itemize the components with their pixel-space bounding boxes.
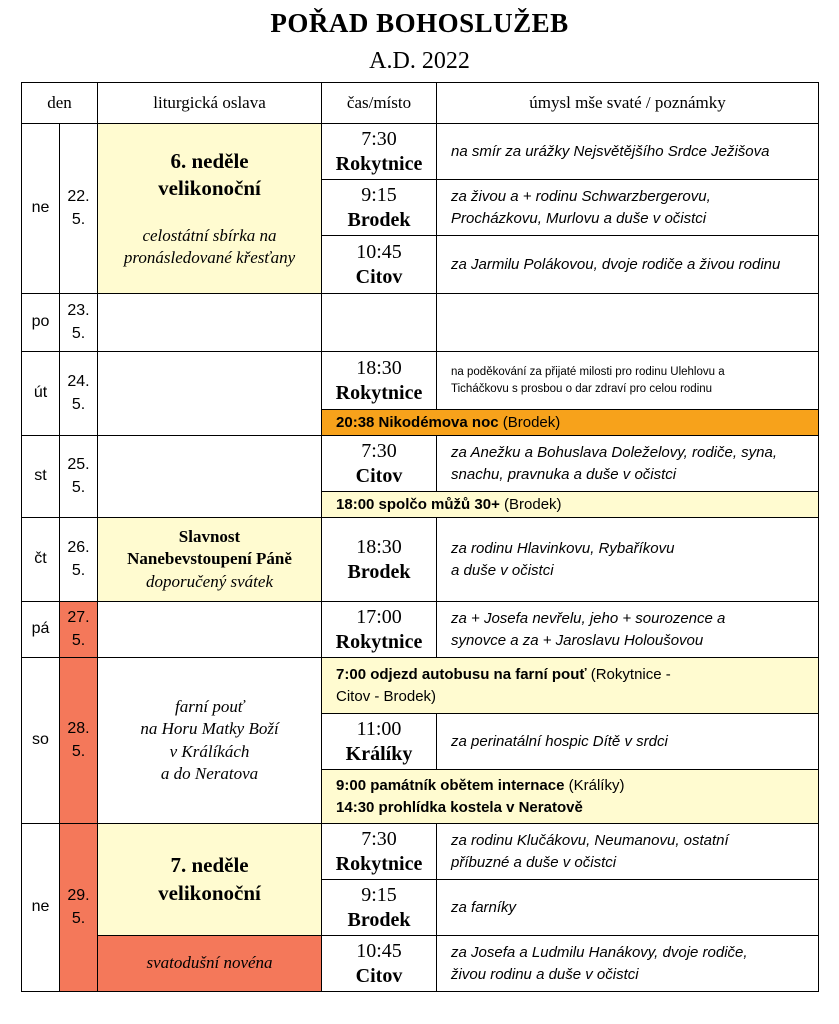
table-row bbox=[22, 518, 819, 602]
mass-intention: na smír za urážky Nejsvětějšího Srdce Ježišova bbox=[437, 124, 819, 180]
schedule-table bbox=[21, 82, 819, 992]
header-timeplace: čas/místo bbox=[322, 83, 437, 124]
mass-time-place bbox=[322, 936, 437, 992]
table-row bbox=[22, 936, 819, 992]
event-note bbox=[322, 770, 819, 824]
page-title: POŘAD BOHOSLUŽEB bbox=[270, 8, 569, 38]
event-note bbox=[322, 410, 819, 436]
mass-place: Rokytnice bbox=[335, 152, 423, 175]
mass-time: 17:00 bbox=[356, 605, 402, 628]
mass-intention: za živou a + rodinu Schwarzbergerovu, Procházkovu, Murlovu a duše v očistci bbox=[437, 180, 819, 236]
mass-intention: na poděkování za přijaté milosti pro rodinu Ulehlovu a Ticháčkovu s prosbou o dar zdraví pro celou rodinu bbox=[437, 352, 819, 410]
mass-time-place bbox=[322, 352, 437, 410]
celebration-cell bbox=[98, 518, 322, 602]
table-row bbox=[22, 436, 819, 492]
celebration-cell bbox=[98, 436, 322, 518]
date: 23. 5. bbox=[60, 294, 98, 352]
mass-time: 18:30 bbox=[356, 535, 402, 558]
mass-intention: za Anežku a Bohuslava Doleželovy, rodiče, syna, snachu, pravnuka a duše v očistci bbox=[437, 436, 819, 492]
date: 22. 5. bbox=[60, 124, 98, 294]
header-intention: úmysl mše svaté / poznámky bbox=[437, 83, 819, 124]
mass-time-place bbox=[322, 236, 437, 294]
table-row bbox=[22, 124, 819, 180]
mass-time-place bbox=[322, 294, 437, 352]
table-row bbox=[22, 294, 819, 352]
feast-note: doporučený svátek bbox=[146, 571, 273, 591]
header-row bbox=[22, 83, 819, 124]
celebration-cell bbox=[98, 352, 322, 436]
date: 29. 5. bbox=[60, 824, 98, 992]
mass-place: Brodek bbox=[347, 208, 411, 231]
celebration-cell bbox=[98, 824, 322, 936]
day-name: čt bbox=[22, 518, 60, 602]
date: 28. 5. bbox=[60, 658, 98, 824]
event-location: (Rokytnice - Citov - Brodek) bbox=[336, 665, 671, 705]
header-day: den bbox=[22, 83, 98, 124]
mass-time-place bbox=[322, 518, 437, 602]
celebration-note: svatodušní novéna bbox=[146, 953, 273, 973]
event-note bbox=[322, 492, 819, 518]
mass-place: Rokytnice bbox=[335, 852, 423, 875]
date: 24. 5. bbox=[60, 352, 98, 436]
event-title: 7:00 odjezd autobusu na farní pouť bbox=[336, 665, 587, 683]
table-row bbox=[22, 602, 819, 658]
mass-time-place bbox=[322, 880, 437, 936]
mass-intention: za farníky bbox=[437, 880, 819, 936]
mass-place: Rokytnice bbox=[335, 381, 423, 404]
mass-time-place bbox=[322, 824, 437, 880]
mass-intention: za rodinu Klučákovu, Neumanovu, ostatní příbuzné a duše v očistci bbox=[437, 824, 819, 880]
event-location: (Brodek) bbox=[498, 413, 561, 431]
date: 27. 5. bbox=[60, 602, 98, 658]
day-name: ne bbox=[22, 124, 60, 294]
celebration-cell bbox=[98, 658, 322, 824]
day-name: út bbox=[22, 352, 60, 436]
mass-time-place bbox=[322, 714, 437, 770]
event-location: (Králíky) bbox=[564, 776, 625, 794]
mass-time: 18:30 bbox=[356, 356, 402, 379]
mass-time-place bbox=[322, 436, 437, 492]
mass-time-place bbox=[322, 124, 437, 180]
table-row bbox=[22, 658, 819, 714]
mass-time: 10:45 bbox=[356, 939, 402, 962]
celebration-cell bbox=[98, 294, 322, 352]
mass-time: 11:00 bbox=[356, 717, 402, 740]
date: 25. 5. bbox=[60, 436, 98, 518]
celebration-cell bbox=[98, 936, 322, 992]
day-name: pá bbox=[22, 602, 60, 658]
mass-place: Králíky bbox=[345, 742, 413, 765]
mass-time: 10:45 bbox=[356, 240, 402, 263]
mass-place: Brodek bbox=[347, 560, 411, 583]
mass-place: Citov bbox=[355, 265, 403, 288]
mass-intention: za Jarmilu Polákovou, dvoje rodiče a živou rodinu bbox=[437, 236, 819, 294]
mass-time: 7:30 bbox=[361, 439, 397, 462]
mass-intention: za perinatální hospic Dítě v srdci bbox=[437, 714, 819, 770]
celebration-cell bbox=[98, 602, 322, 658]
celebration-title: 6. neděle velikonoční bbox=[158, 149, 261, 201]
celebration-note: celostátní sbírka na pronásledované křesťany bbox=[123, 225, 296, 267]
mass-intention bbox=[437, 294, 819, 352]
mass-intention: za rodinu Hlavinkovu, Rybaříkovu a duše v očistci bbox=[437, 518, 819, 602]
feast-title: Slavnost Nanebevstoupení Páně bbox=[127, 527, 292, 569]
mass-place: Rokytnice bbox=[335, 630, 423, 653]
table-row bbox=[22, 352, 819, 410]
event-title: 9:00 památník obětem internace bbox=[336, 776, 565, 794]
event-note bbox=[322, 658, 819, 714]
mass-time-place bbox=[322, 602, 437, 658]
event-title: 20:38 Nikodémova noc bbox=[336, 413, 499, 431]
event-location: (Brodek) bbox=[499, 495, 562, 513]
mass-time-place bbox=[322, 180, 437, 236]
day-name: ne bbox=[22, 824, 60, 992]
event-title: 14:30 prohlídka kostela v Neratově bbox=[336, 798, 583, 816]
date: 26. 5. bbox=[60, 518, 98, 602]
mass-place: Citov bbox=[355, 964, 403, 987]
event-title: 18:00 spolčo můžů 30+ bbox=[336, 495, 500, 513]
mass-time: 7:30 bbox=[361, 127, 397, 150]
mass-place: Citov bbox=[355, 464, 403, 487]
mass-intention: za + Josefa nevřelu, jeho + sourozence a synovce a za + Jaroslavu Holoušovou bbox=[437, 602, 819, 658]
mass-time: 9:15 bbox=[361, 883, 397, 906]
mass-time: 7:30 bbox=[361, 827, 397, 850]
celebration-cell bbox=[98, 124, 322, 294]
day-name: po bbox=[22, 294, 60, 352]
mass-place: Brodek bbox=[347, 908, 411, 931]
celebration-title: 7. neděle velikonoční bbox=[158, 853, 261, 905]
mass-intention: za Josefa a Ludmilu Hanákovy, dvoje rodiče, živou rodinu a duše v očistci bbox=[437, 936, 819, 992]
day-name: so bbox=[22, 658, 60, 824]
page-subtitle: A.D. 2022 bbox=[369, 48, 470, 74]
mass-time: 9:15 bbox=[361, 183, 397, 206]
celebration-note: farní pouť na Horu Matky Boží v Králíkách a do Neratova bbox=[140, 697, 279, 783]
day-name: st bbox=[22, 436, 60, 518]
table-row bbox=[22, 824, 819, 880]
header-celebration: liturgická oslava bbox=[98, 83, 322, 124]
